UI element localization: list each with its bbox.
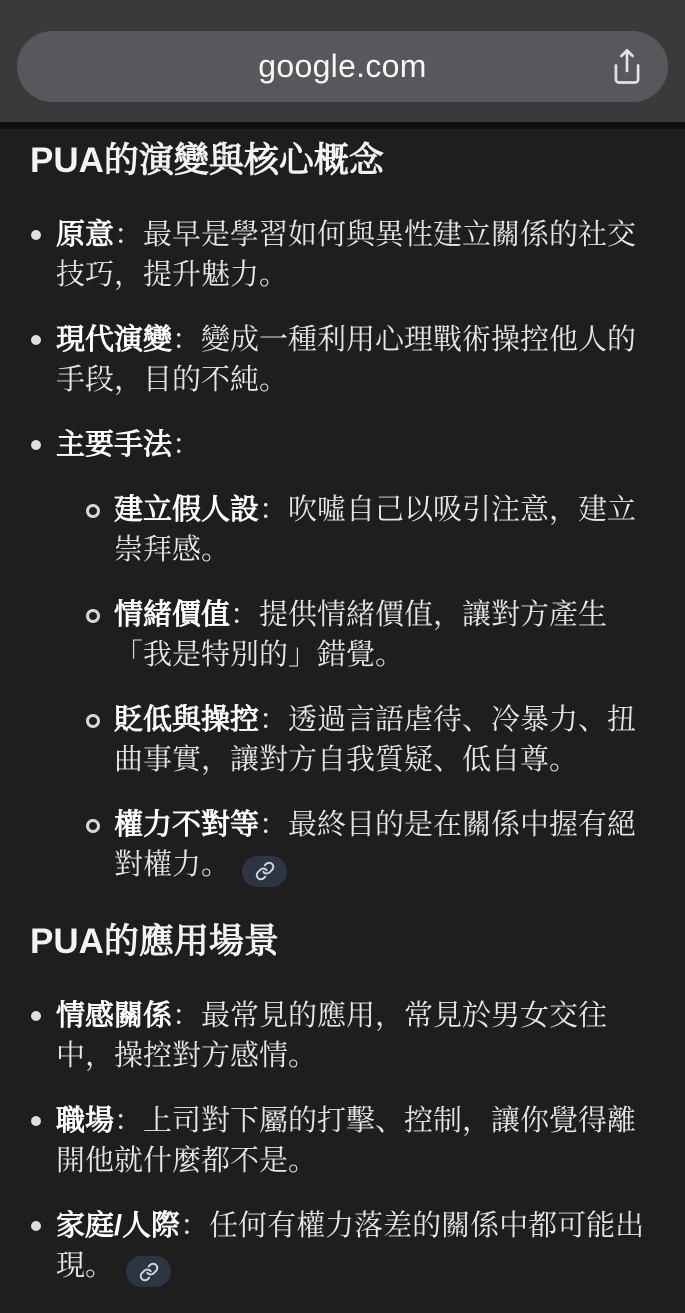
colon: ： xyxy=(259,494,288,526)
item-text: 任何有權力落差的關係中都可能出現。 xyxy=(56,1210,644,1282)
list-item xyxy=(30,1101,657,1181)
list-item xyxy=(30,1206,657,1288)
list-item xyxy=(30,425,657,887)
term-label: 建立假人設 xyxy=(114,494,259,526)
item-text: 提供情緒價值，讓對方產生「我是特別的」錯覺。 xyxy=(114,599,607,671)
item-text: 最常見的應用，常見於男女交往中，操控對方感情。 xyxy=(56,1000,607,1072)
sub-list-item xyxy=(88,700,657,780)
item-text: 吹噓自己以吸引注意，建立崇拜感。 xyxy=(114,494,636,566)
sub-list-item xyxy=(88,595,657,675)
term-label: 貶低與操控 xyxy=(114,704,259,736)
colon: ： xyxy=(259,809,288,841)
term-label: 主要手法 xyxy=(56,429,172,461)
link-icon xyxy=(255,861,275,881)
source-link-chip[interactable] xyxy=(242,856,287,887)
browser-top-bar xyxy=(0,0,685,122)
url-text: google.com xyxy=(258,48,426,85)
url-bar[interactable] xyxy=(17,31,668,102)
list-item xyxy=(30,996,657,1076)
bullet-list xyxy=(30,215,657,913)
page-content xyxy=(0,129,685,1313)
link-icon xyxy=(139,1262,159,1282)
share-icon xyxy=(608,48,646,86)
share-button[interactable] xyxy=(604,44,650,90)
colon: ： xyxy=(172,324,201,356)
section-heading: PUA的應用場景 xyxy=(30,921,657,963)
sub-bullet-list xyxy=(88,490,657,887)
term-label: 情感關係 xyxy=(56,1000,172,1032)
term-label: 權力不對等 xyxy=(114,809,259,841)
term-label: 現代演變 xyxy=(56,324,172,356)
colon: ： xyxy=(114,219,143,251)
colon: ： xyxy=(259,704,288,736)
colon: ： xyxy=(172,1000,201,1032)
term-label: 職場 xyxy=(56,1105,114,1137)
item-text: 最早是學習如何與異性建立關係的社交技巧，提升魅力。 xyxy=(56,219,636,291)
colon: ： xyxy=(230,599,259,631)
chrome-page-divider xyxy=(0,122,685,129)
source-link-chip[interactable] xyxy=(126,1256,171,1287)
item-text: 最終目的是在關係中握有絕對權力。 xyxy=(114,809,636,881)
term-label: 家庭/人際 xyxy=(56,1210,180,1242)
list-item xyxy=(30,215,657,295)
section-heading: PUA的演變與核心概念 xyxy=(30,140,657,182)
colon: ： xyxy=(172,429,201,461)
colon: ： xyxy=(114,1105,143,1137)
list-item xyxy=(30,320,657,400)
term-label: 原意 xyxy=(56,219,114,251)
sub-list-item xyxy=(88,490,657,570)
item-text: 上司對下屬的打擊、控制，讓你覺得離開他就什麼都不是。 xyxy=(56,1105,636,1177)
colon: ： xyxy=(180,1210,209,1242)
item-text: 變成一種利用心理戰術操控他人的手段，目的不純。 xyxy=(56,324,636,396)
sub-list-item xyxy=(88,805,657,887)
item-text: 透過言語虐待、冷暴力、扭曲事實，讓對方自我質疑、低自尊。 xyxy=(114,704,636,776)
term-label: 情緒價值 xyxy=(114,599,230,631)
bullet-list xyxy=(30,996,657,1313)
